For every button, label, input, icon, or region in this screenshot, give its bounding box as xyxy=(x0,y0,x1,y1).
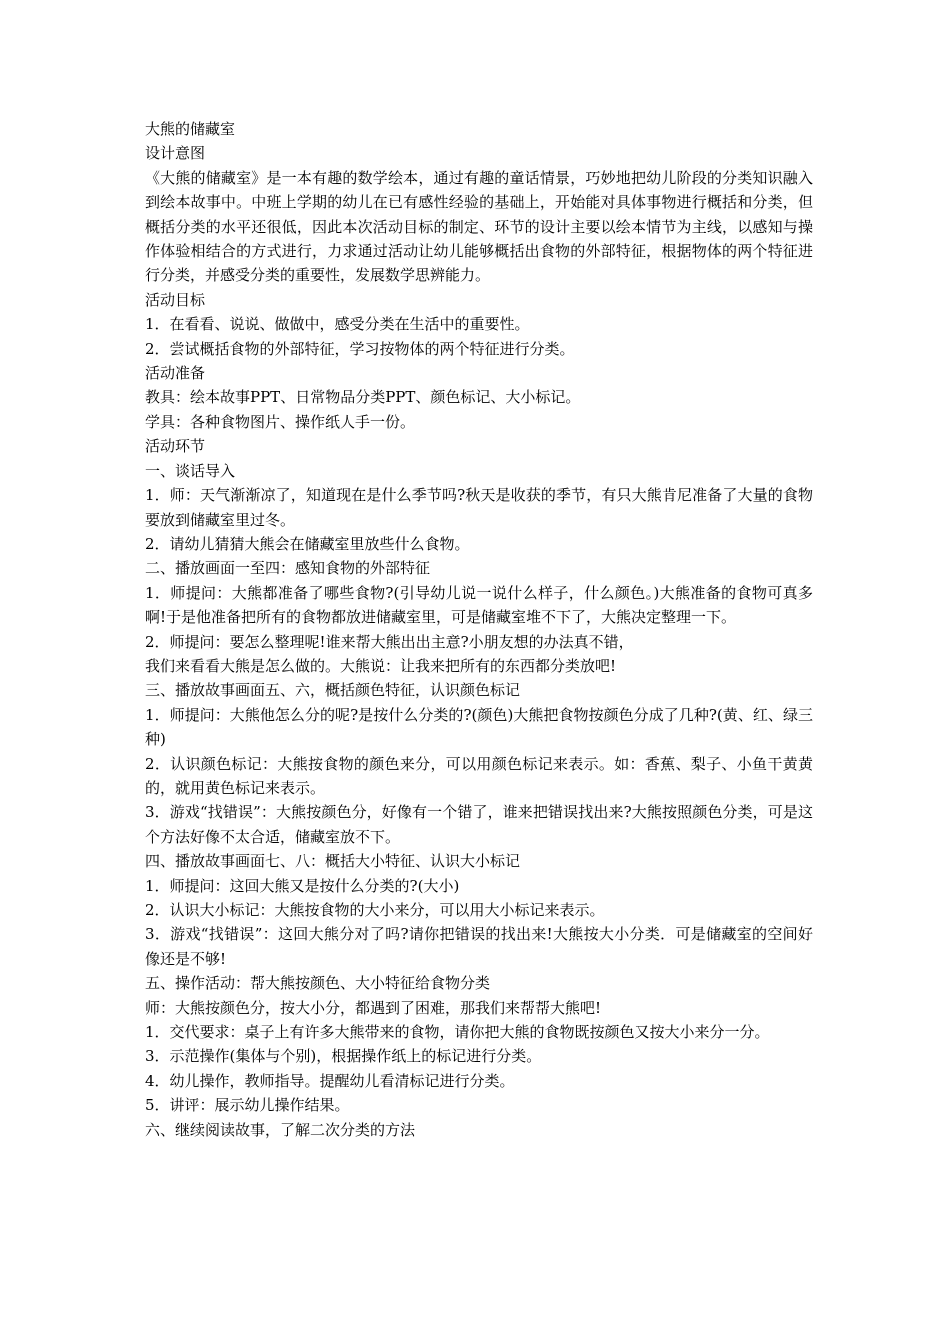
list-item: 1．交代要求：桌子上有许多大熊带来的食物，请你把大熊的食物既按颜色又按大小来分一分。 xyxy=(145,1023,770,1042)
preparation-teaching-aids: 教具：绘本故事PPT、日常物品分类PPT、颜色标记、大小标记。 xyxy=(145,388,581,407)
section-heading-2: 二、播放画面一至四：感知食物的外部特征 xyxy=(145,559,431,578)
preparation-learning-aids: 学具：各种食物图片、操作纸人手一份。 xyxy=(145,412,416,431)
section-heading-3: 三、播放故事画面五、六，概括颜色特征，认识颜色标记 xyxy=(145,681,521,700)
section-heading-1: 一、谈话导入 xyxy=(145,461,236,480)
list-item: 1．师提问：这回大熊又是按什么分类的?(大小) xyxy=(145,876,460,895)
paragraph-design-intent: 《大熊的储藏室》是一本有趣的数学绘本，通过有趣的童话情景，巧妙地把幼儿阶段的分类知识融入到绘本故事中。中班上学期的幼儿在已有感性经验的基础上，开始能对具体事物进行概括和分类，但概括分类的水平还很低，因此本次活动目标的制定、环节的设计主要以绘本情节为主线，以感知与操作体验相结合的方式进行，力求通过活动让幼儿能够概括出食物的外部特征，根据物体的两个特征进行分类，并感受分类的重要性，发展数学思辨能力。 xyxy=(145,168,813,285)
section-heading-5: 五、操作活动：帮大熊按颜色、大小特征给食物分类 xyxy=(145,974,491,993)
goal-item-2: 2．尝试概括食物的外部特征，学习按物体的两个特征进行分类。 xyxy=(145,339,575,358)
document-title: 大熊的储藏室 xyxy=(145,120,236,138)
list-item: 2．师提问：要怎么整理呢!谁来帮大熊出出主意?小朋友想的办法真不错， xyxy=(145,632,634,651)
list-item: 2．请幼儿猜猜大熊会在储藏室里放些什么食物。 xyxy=(145,534,470,553)
list-item: 3．游戏“找错误”：这回大熊分对了吗?请你把错误的找出来!大熊按大小分类．可是储藏室的空间好像还是不够! xyxy=(145,925,813,968)
list-item: 1．师：天气渐渐凉了，知道现在是什么季节吗?秋天是收获的季节，有只大熊肯尼准备了大量的食物要放到储藏室里过冬。 xyxy=(145,486,813,529)
list-item: 我们来看看大熊是怎么做的。大熊说：让我来把所有的东西都分类放吧! xyxy=(145,656,617,675)
section-heading-6: 六、继续阅读故事，了解二次分类的方法 xyxy=(145,1120,416,1139)
heading-design-intent: 设计意图 xyxy=(145,144,206,163)
heading-activity-preparation: 活动准备 xyxy=(145,364,206,383)
heading-activity-steps: 活动环节 xyxy=(145,437,206,456)
list-item: 3．示范操作(集体与个别)，根据操作纸上的标记进行分类。 xyxy=(145,1047,542,1066)
document-body xyxy=(145,117,813,1142)
list-item: 2．认识颜色标记：大熊按食物的颜色来分，可以用颜色标记来表示。如：香蕉、梨子、小鱼干黄黄的，就用黄色标记来表示。 xyxy=(145,754,813,797)
section-heading-4: 四、播放故事画面七、八：概括大小特征、认识大小标记 xyxy=(145,852,521,871)
goal-item-1: 1．在看看、说说、做做中，感受分类在生活中的重要性。 xyxy=(145,315,530,334)
list-item: 5．讲评：展示幼儿操作结果。 xyxy=(145,1096,350,1115)
list-item: 3．游戏“找错误”：大熊按颜色分，好像有一个错了，谁来把错误找出来?大熊按照颜色分类，可是这个方法好像不太合适，储藏室放不下。 xyxy=(145,803,813,846)
list-item: 2．认识大小标记：大熊按食物的大小来分，可以用大小标记来表示。 xyxy=(145,901,605,919)
heading-activity-goals: 活动目标 xyxy=(145,290,206,309)
list-item: 1．师提问：大熊都准备了哪些食物?(引导幼儿说一说什么样子，什么颜色。)大熊准备的食物可真多啊!于是他准备把所有的食物都放进储藏室里，可是储藏室堆不下了，大熊决定整理一下。 xyxy=(145,583,813,627)
list-item: 师：大熊按颜色分，按大小分，都遇到了困难，那我们来帮帮大熊吧! xyxy=(145,998,602,1017)
list-item: 4．幼儿操作，教师指导。提醒幼儿看清标记进行分类。 xyxy=(145,1071,515,1090)
list-item: 1．师提问：大熊他怎么分的呢?是按什么分类的?(颜色)大熊把食物按颜色分成了几种?(黄、红、绿三种) xyxy=(145,705,813,749)
